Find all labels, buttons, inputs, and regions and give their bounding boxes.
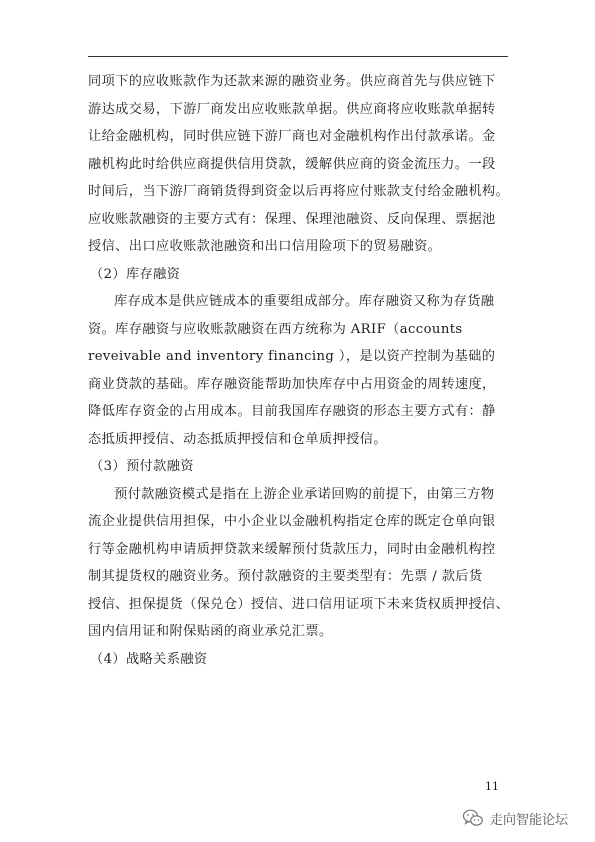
text-line: 降低库存资金的占用成本。目前我国库存融资的形态主要方式有：静 [88,404,496,419]
text-line: 态抵质押授信、动态抵质押授信和仓单质押授信。 [88,431,387,447]
section-heading: （2）库存融资 [90,266,181,282]
document-body [88,68,512,673]
text-line: 资。库存融资与应收账款融资在西方统称为 ARIF（accounts [88,321,463,337]
text-line: 商业贷款的基础。库存融资能帮助加快库存中占用资金的周转速度， [88,376,496,392]
text-line: 融机构此时给供应商提供信用贷款，缓解供应商的资金流压力。一段 [88,156,496,172]
text-line: 预付款融资模式是指在上游企业承诺回购的前提下，由第三方物 [114,486,495,502]
text-line: 制其提货权的融资业务。预付款融资的主要类型有：先票 / 款后货 [88,569,483,584]
text-line: 同项下的应收账款作为还款来源的融资业务。供应商首先与供应链下 [88,74,496,89]
text-line: reveivable and inventory financing ），是以资产控制为基础的 [88,349,496,364]
text-line: 国内信用证和附保贴函的商业承兑汇票。 [88,624,333,639]
text-line: 授信、担保提货（保兑仓）授信、进口信用证项下未来货权质押授信、 [88,596,510,612]
header-rule [88,56,508,57]
text-line: 让给金融机构，同时供应链下游厂商也对金融机构作出付款承诺。金 [88,129,496,144]
watermark-text: 走向智能论坛 [490,812,569,828]
page-number: 11 [485,780,499,793]
text-line: 流企业提供信用担保，中小企业以金融机构指定仓库的既定仓单向银 [88,514,496,529]
section-heading: （3）预付款融资 [90,459,194,474]
section-heading: （4）战略关系融资 [90,651,208,667]
text-line: 行等金融机构申请质押贷款来缓解预付货款压力，同时由金融机构控 [88,541,496,557]
text-line: 授信、出口应收账款池融资和出口信用险项下的贸易融资。 [88,239,442,254]
text-line: 应收账款融资的主要方式有：保理、保理池融资、反向保理、票据池 [88,211,496,227]
text-line: 游达成交易，下游厂商发出应收账款单据。供应商将应收账款单据转 [88,101,496,117]
watermark [462,805,568,831]
text-line: 库存成本是供应链成本的重要组成部分。库存融资又称为存货融 [114,294,495,309]
text-line: 时间后，当下游厂商销货得到资金以后再将应付账款支付给金融机构。 [88,184,510,199]
wechat-icon [462,808,484,828]
